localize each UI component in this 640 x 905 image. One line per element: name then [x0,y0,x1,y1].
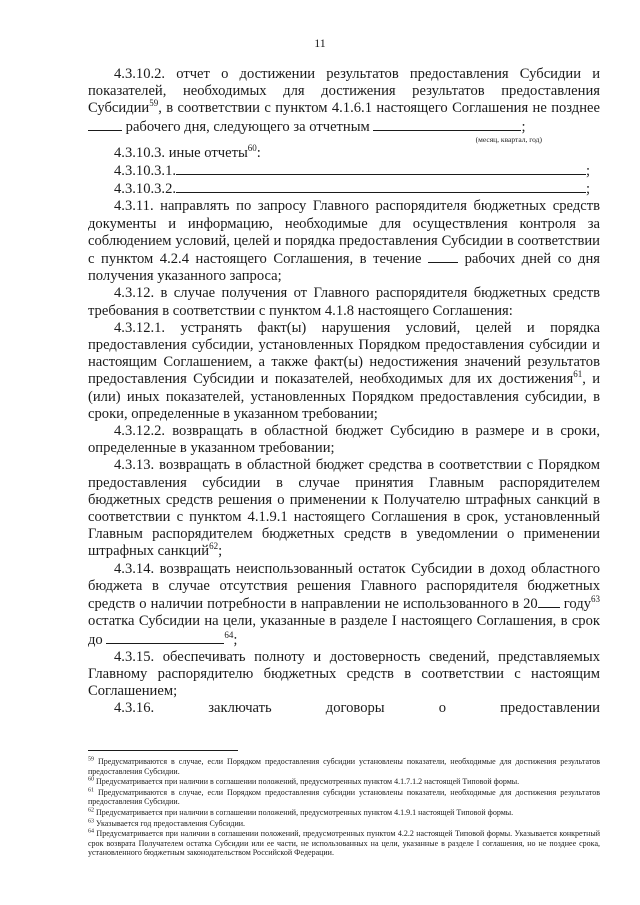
paragraph-text: ; [586,181,591,198]
document-body [88,66,600,718]
paragraph-text: ; [233,631,238,648]
paragraph-text: 4.3.13. возвращать в областной бюджет средства в соответствии с Порядком предоставления субсидии в случае принятия Главным распорядителем бюджетных средств решения о применении к Получателю штрафных санкций в соответствии с пунктом 4.1.9.1 настоящего Соглашения в срок, установленный Главным распорядителем бюджетных средств в уведомлении о применении штрафных санкций [88,457,600,560]
footnotes [88,750,600,859]
footnote [88,788,600,807]
paragraph-text: году [563,596,591,613]
paragraph-text: 4.3.15. обеспечивать полноту и достоверность сведений, представляемых Главному распорядителю бюджетных средств в соответствии с настоящим Соглашением; [88,648,600,700]
footnote [88,808,600,818]
paragraph-word: 4.3.16. [114,700,155,717]
paragraph-4-3-14 [88,561,600,649]
paragraph-text: 4.3.10.3. иные отчеты [114,144,248,161]
paragraph-text: 4.3.14. возвращать неиспользованный остаток Субсидии в доход областного бюджета в случае отсутствия решения Главного распорядителя бюджетных средств о наличии потребности в направлении не использованного в 20 [88,560,600,613]
paragraph-4-3-10-3-2 [88,180,600,198]
footnote-ref: 61 [573,369,583,380]
paragraph-4-3-11 [88,198,600,285]
paragraph-text: 4.3.12.1. устранять факт(ы) нарушения условий, целей и порядка предоставления субсидии, установленных Порядком предоставления субсидии и настоящим Соглашением, а также факт(ы) недостижения значений результатов предоставления Субсидии и показателей, необходимых для их достижения [88,319,600,388]
footnote-divider [88,750,238,751]
paragraph-4-3-16 [88,700,600,717]
footnote-number: 60 [88,776,94,783]
paragraph-text: 4.3.12.2. возвращать в областной бюджет Субсидию в размере и в сроки, определенные в указанном требовании; [88,423,600,457]
footnote-text: Предусматривается при наличии в соглашении положений, предусмотренных пунктом 4.1.9.1 настоящей Типовой формы. [96,807,514,817]
blank-field[interactable] [176,162,586,175]
paragraph-4-3-12 [88,285,600,319]
paragraph-text: ; [586,163,591,180]
footnote [88,757,600,776]
paragraph-4-3-15 [88,649,600,701]
paragraph-4-3-10-2 [88,66,600,136]
paragraph-text: рабочего дня, следующего за отчетным [125,118,370,135]
paragraph-4-3-12-1 [88,320,600,423]
footnote-ref: 59 [149,98,159,109]
footnote-number: 63 [88,817,94,824]
paragraph-text: ; [218,543,223,560]
paragraph-word: договоры [325,700,385,717]
page-number: 11 [314,36,326,50]
footnote-text: Указывается год предоставления Субсидии. [96,818,246,828]
paragraph-word: заключать [208,700,272,717]
blank-field[interactable] [106,631,224,644]
footnote-ref: 64 [224,629,234,640]
field-hint: (месяц, квартал, год) [475,134,542,144]
paragraph-word: предоставлении [500,700,600,717]
footnote-number: 59 [88,756,94,763]
paragraph-text: ; [521,118,526,135]
paragraph-text: 4.3.12. в случае получения от Главного распорядителя бюджетных средств требования в соответствии с пунктом 4.1.8 настоящего Соглашения: [88,285,600,319]
blank-field[interactable] [428,250,458,263]
paragraph-text: : [256,144,261,161]
footnote-number: 64 [88,828,94,835]
footnote-text: Предусматривается при наличии в соглашении положений, предусмотренных пунктом 4.2.2 настоящей Типовой формы. Указывается конкретный срок возврата Получателем остатка Субсидии или ее части, не использованных на цели, указанные в разделе I соглашения, но не позднее срока, установленного бюджетным законодательством Российской Федерации. [88,829,601,858]
paragraph-text: 4.3.10.3.1. [114,163,177,180]
footnote-number: 62 [88,807,94,814]
paragraph-text: рабочих дней со дня получения указанного запроса; [88,251,600,285]
footnote [88,829,600,858]
paragraph-4-3-10-3-1 [88,162,600,180]
paragraph-text: , и (или) иных показателей, установленных Порядком предоставления субсидии, в сроки, определенные в указанном требовании; [88,371,600,422]
footnote-ref: 60 [247,142,257,153]
blank-field[interactable] [88,118,122,131]
blank-field[interactable] [176,180,586,193]
paragraph-text: , в соответствии с пунктом 4.1.6.1 настоящего Соглашения не позднее [158,100,600,117]
paragraph-text: 4.3.10.2. отчет о достижении результатов предоставления Субсидии и показателей, необходимых для достижения результатов предоставления Субсидии [88,66,600,117]
paragraph-word: о [438,700,446,717]
footnote-text: Предусматриваются в случае, если Порядком предоставления субсидии установлены показатели, необходимые для достижения результатов предоставления Субсидии. [88,787,601,807]
footnote-ref: 63 [591,594,600,605]
footnote [88,777,600,787]
footnote-number: 61 [88,787,94,794]
paragraph-text: 4.3.11. направлять по запросу Главного распорядителя бюджетных средств документы и информацию, необходимые для осуществления контроля за соблюдением условий, целей и порядка предоставления Субсидии в соответствии с пунктом 4.2.4 настоящего Соглашения, в течение [88,198,600,268]
paragraph-text: остатка Субсидии на цели, указанные в разделе I настоящего Соглашения, в срок до [88,613,600,648]
footnote [88,819,600,829]
paragraph-4-3-13 [88,457,600,560]
paragraph-4-3-12-2 [88,423,600,457]
blank-field[interactable] [373,118,521,131]
blank-field[interactable] [538,595,560,608]
footnote-text: Предусматривается при наличии в соглашении положений, предусмотренных пунктом 4.1.7.1.2 настоящей Типовой формы. [96,777,520,787]
paragraph-text: 4.3.10.3.2. [114,181,177,198]
footnote-ref: 62 [209,541,219,552]
paragraph-4-3-10-3 [88,142,600,162]
footnote-text: Предусматриваются в случае, если Порядком предоставления субсидии установлены показатели, необходимые для достижения результатов предоставления Субсидии. [88,757,601,776]
